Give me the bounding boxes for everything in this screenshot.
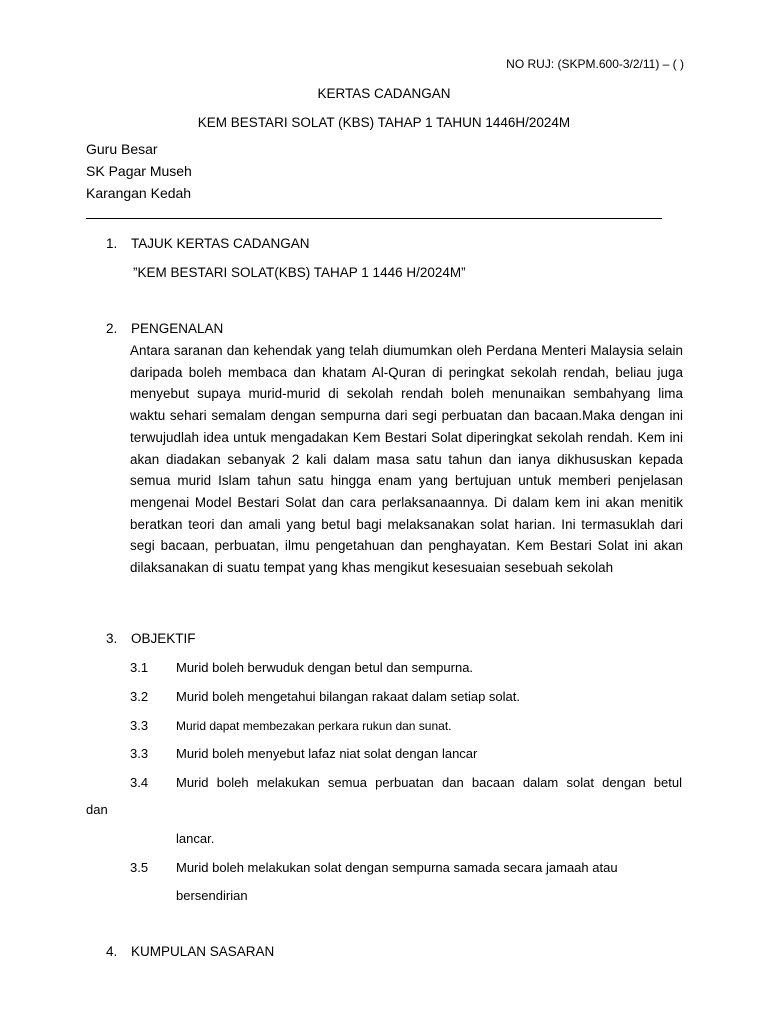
objective-number: 3.5	[130, 860, 149, 875]
objective-text: Murid boleh berwuduk dengan betul dan sempurna.	[176, 660, 474, 675]
section-title: OBJEKTIF	[131, 631, 196, 646]
objective-text: Murid dapat membezakan perkara rukun dan sunat.	[176, 719, 452, 733]
section-number: 3.	[106, 631, 118, 646]
section-number: 1.	[106, 236, 118, 251]
objective-number: 3.2	[130, 689, 149, 704]
recipient-location: Karangan Kedah	[86, 185, 192, 201]
reference-number: NO RUJ: (SKPM.600-3/2/11) – ( )	[506, 57, 684, 71]
section-number: 2.	[106, 321, 118, 336]
section-title: PENGENALAN	[131, 321, 224, 336]
document-subtitle: KEM BESTARI SOLAT (KBS) TAHAP 1 TAHUN 1446H/2024M	[197, 115, 571, 130]
tajuk-text: ”KEM BESTARI SOLAT(KBS) TAHAP 1 1446 H/2024M”	[133, 265, 466, 280]
section-title: KUMPULAN SASARAN	[131, 944, 275, 959]
objective-wrap-text: dan	[86, 802, 108, 817]
pengenalan-paragraph: Antara saranan dan kehendak yang telah diumumkan oleh Perdana Menteri Malaysia selain daripada boleh membaca dan khatam Al-Quran di peringkat sekolah rendah, beliau juga menyebut supaya murid-murid di sekolah rendah boleh menunaikan sembahyang lima waktu sehari semalam dengan sempurna dari segi perbuatan dan bacaan.Maka dengan ini terwujudlah idea untuk mengadakan Kem Bestari Solat diperingkat sekolah rendah. Kem ini akan diadakan sebanyak 2 kali dalam masa satu tahun dan ianya dikhususkan kepada semua murid Islam tahun satu hingga enam yang bertujuan untuk memberi penjelasan mengenai Model Bestari Solat dan cara perlaksanaannya. Di dalam kem ini akan menitik beratkan teori dan amali yang betul bagi melaksanakan solat harian. Ini termasuklah dari segi bacaan, perbuatan, ilmu pengetahuan dan penghayatan. Kem Bestari Solat ini akan dilaksanakan di suatu tempat yang khas mengikut kesesuaian sesebuah sekolah	[130, 343, 683, 576]
objective-number: 3.3	[130, 718, 149, 733]
objective-wrap-text: lancar.	[176, 831, 215, 846]
recipient-school: SK Pagar Museh	[86, 163, 192, 179]
objective-number: 3.1	[130, 660, 149, 675]
section-heading-objektif	[106, 631, 196, 646]
section-number: 4.	[106, 944, 118, 959]
objective-text: Murid boleh mengetahui bilangan rakaat dalam setiap solat.	[176, 689, 520, 704]
objective-number: 3.3	[130, 746, 149, 761]
section-title: TAJUK KERTAS CADANGAN	[131, 236, 310, 251]
section-heading-kumpulan-sasaran	[106, 944, 274, 959]
objective-text: Murid boleh melakukan solat dengan sempurna samada secara jamaah atau	[176, 860, 618, 875]
objective-wrap-text: bersendirian	[176, 888, 248, 903]
objective-text: Murid boleh menyebut lafaz niat solat dengan lancar	[176, 746, 478, 761]
document-title: KERTAS CADANGAN	[317, 86, 451, 101]
section-heading-tajuk	[106, 236, 310, 251]
section-heading-pengenalan	[106, 321, 223, 336]
objective-text: Murid boleh melakukan semua perbuatan dan bacaan dalam solat dengan betul	[176, 775, 682, 790]
recipient-title: Guru Besar	[86, 141, 158, 157]
divider-line	[86, 218, 662, 219]
objective-number: 3.4	[130, 775, 149, 790]
